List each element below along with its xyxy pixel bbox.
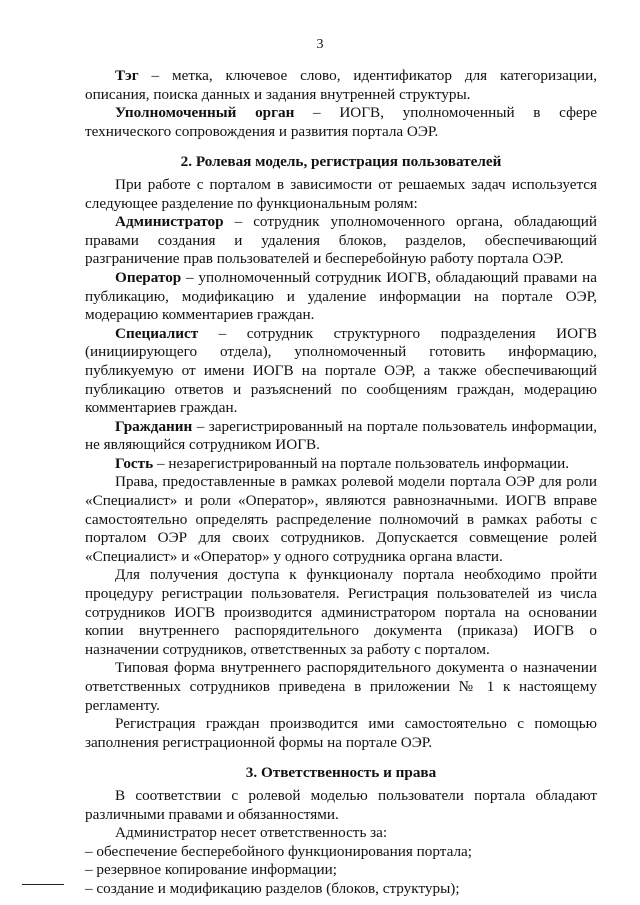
role-term: Специалист <box>115 324 199 342</box>
role-term: Гость <box>115 454 154 472</box>
definition-paragraph <box>85 104 597 141</box>
role-text: – зарегистрированный на портале пользователь информации, не являющийся сотрудником ИОГВ. <box>85 417 597 454</box>
role-text: – сотрудник структурного подразделения ИОГВ (инициирующего отдела), уполномоченный готовить информацию, публикуемую от имени ИОГВ на портале ОЭР, а также обеспечивающий публикацию ответов и разъяснений по сообщениям граждан, модерацию комментариев граждан. <box>85 324 597 417</box>
body-paragraph: Типовая форма внутреннего распорядительного документа о назначении ответственных сотрудников приведена в приложении № 1 к настоящему регламенту. <box>85 659 597 714</box>
body-paragraph: Администратор несет ответственность за: <box>115 824 388 842</box>
role-term: Гражданин <box>115 417 193 435</box>
section-intro: При работе с порталом в зависимости от решаемых задач используется следующее разделение по функциональным ролям: <box>85 175 597 212</box>
section-heading: 2. Ролевая модель, регистрация пользователей <box>180 153 502 171</box>
body-paragraph: Для получения доступа к функционалу портала необходимо пройти процедуру регистрации пользователя. Регистрация пользователей из числа сотрудников ИОГВ производится администратором портала на основании копии внутреннего распорядительного документа (приказа) ИОГВ о назначении сотрудников, ответственных за работу с порталом. <box>85 566 597 658</box>
document-body <box>85 67 597 899</box>
role-text: – сотрудник уполномоченного органа, обладающий правами создания и удаления блоков, разделов, обеспечивающий разграничение прав пользователей и бесперебойную работу портала ОЭР. <box>85 213 597 268</box>
page-number: 3 <box>316 37 324 52</box>
list-item: – резервное копирование информации; <box>85 861 337 879</box>
role-term: Оператор <box>115 268 182 286</box>
section-heading: 3. Ответственность и права <box>245 764 437 782</box>
definition-term: Тэг <box>115 67 139 84</box>
role-text: – уполномоченный сотрудник ИОГВ, обладающий правами на публикацию, модификацию и удаление информации на портале ОЭР, модерацию комментариев граждан. <box>85 268 597 324</box>
list-item: – создание и модификацию разделов (блоков, структуры); <box>85 879 460 897</box>
role-paragraph <box>85 325 597 418</box>
list-item: – обеспечение бесперебойного функционирования портала; <box>85 842 472 860</box>
role-text: – незарегистрированный на портале пользователь информации. <box>153 454 570 472</box>
role-paragraph <box>85 269 597 325</box>
definition-term: Уполномоченный орган <box>115 104 295 122</box>
role-term: Администратор <box>115 213 224 231</box>
definition-text: – ИОГВ, уполномоченный в сфере технического сопровождения и развития портала ОЭР. <box>85 104 597 140</box>
role-paragraph <box>85 213 597 269</box>
body-paragraph: В соответствии с ролевой моделью пользователи портала обладают различными правами и обязанностями. <box>85 786 597 823</box>
role-paragraph <box>85 455 597 474</box>
footnote-divider <box>22 884 64 885</box>
definition-paragraph <box>85 67 597 104</box>
definition-text: – метка, ключевое слово, идентификатор для категоризации, описания, поиска данных и задания внутренней структуры. <box>85 67 597 103</box>
body-paragraph: Права, предоставленные в рамках ролевой модели портала ОЭР для роли «Специалист» и роли «Оператор», являются равнозначными. ИОГВ вправе самостоятельно определять распределение полномочий в рамках работы с порталом ОЭР для своих сотрудников. Допускается совмещение ролей «Специалист» и «Оператор» у одного сотрудника органа власти. <box>85 473 597 565</box>
responsibility-list <box>85 843 597 899</box>
body-paragraph: Регистрация граждан производится ими самостоятельно с помощью заполнения регистрационной формы на портале ОЭР. <box>85 715 597 751</box>
role-paragraph <box>85 418 597 455</box>
